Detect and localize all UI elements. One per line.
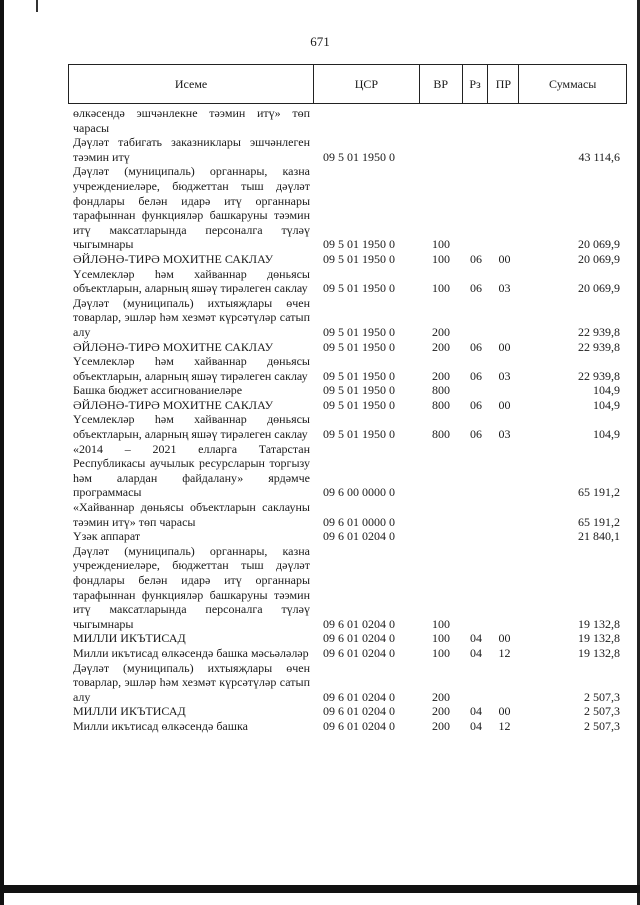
row-pr: 12 [498,645,511,660]
row-name: Үзәк аппарат [73,529,141,544]
table-row [68,398,627,413]
table-row [68,661,627,705]
row-csr: 09 6 00 0000 0 [323,485,395,500]
row-vr: 800 [432,383,450,398]
row-pr: 03 [498,368,511,383]
row-csr: 09 5 01 1950 0 [323,397,395,412]
row-sum: 20 069,9 [578,251,620,266]
row-name: ӘЙЛӘНӘ-ТИРӘ МОХИТНЕ САКЛАУ [73,251,274,266]
row-name: Дәүләт (муниципаль) органнары, казна учреждениеләре, бюджеттан тыш дәүләт фондлары белән идарә итү органнары тарафыннан функцияләр башкаруны тәэмин итү максатларында персоналга түләү чыгымнары [73,164,310,252]
header-sum: Суммасы [548,76,597,91]
row-name: ӘЙЛӘНӘ-ТИРӘ МОХИТНЕ САКЛАУ [73,339,274,354]
row-sum: 104,9 [593,383,620,398]
row-name: Үсемлекләр һәм хайваннар дөньясы объектларын, аларның яшәү тирәлеген саклау [73,412,310,442]
table-row [68,106,627,135]
row-vr: 200 [432,368,450,383]
row-sum: 19 132,8 [578,631,620,646]
row-pr: 00 [498,339,511,354]
row-sum: 19 132,8 [578,645,620,660]
page-number: 671 [310,34,330,49]
row-sum: 104,9 [593,397,620,412]
row-pr: 00 [498,251,511,266]
header-csr: ЦСР [314,65,420,103]
row-csr: 09 6 01 0204 0 [323,529,395,544]
row-rz: 06 [470,339,482,354]
row-name: МИЛЛИ ИКЪТИСАД [73,704,186,719]
scan-left-edge [0,0,4,905]
row-csr: 09 5 01 1950 0 [323,368,395,383]
row-name: Башка бюджет ассигнованиеләре [73,383,243,398]
row-csr: 09 5 01 1950 0 [323,281,395,296]
row-pr: 00 [498,631,511,646]
row-csr: 09 5 01 1950 0 [323,383,395,398]
row-name: өлкәсендә эшчәнлекне тәэмин итү» төп чарасы [73,106,310,135]
row-name: Дәүләт (муниципаль) ихтыяҗлары өчен товарлар, эшләр һәм хезмәт күрсәтүләр сатып алу [73,295,310,339]
row-sum: 2 507,3 [584,704,620,719]
row-rz: 06 [470,281,482,296]
scan-top-mark [36,0,38,12]
row-pr: 00 [498,397,511,412]
row-pr: 00 [498,704,511,719]
row-name: Дәүләт (муниципаль) органнары, казна учреждениеләре, бюджеттан тыш дәүләт фондлары белән идарә итү органнары тарафыннан функцияләр башкаруны тәэмин итү максатларында персоналга түләү чыгымнары [73,543,310,631]
row-rz: 06 [470,251,482,266]
row-sum: 65 191,2 [578,514,620,529]
table-row [68,383,627,398]
row-csr: 09 6 01 0204 0 [323,645,395,660]
row-name: МИЛЛИ ИКЪТИСАД [73,631,186,646]
table-row [68,544,627,632]
table-row [68,252,627,267]
row-vr: 100 [432,251,450,266]
table-header [68,64,627,104]
row-pr: 03 [498,281,511,296]
table-row [68,354,627,383]
row-sum: 20 069,9 [578,237,620,252]
row-sum: 19 132,8 [578,616,620,631]
row-name: Милли икътисад өлкәсендә башка мәсьәләләр [73,645,309,660]
table-row [68,267,627,296]
row-name: Милли икътисад өлкәсендә башка [73,718,248,733]
row-name: «Хайваннар дөньясы объектларын саклауны тәэмин итү» төп чарасы [73,500,310,529]
table-row [68,529,627,544]
row-vr: 100 [432,631,450,646]
row-vr: 200 [432,704,450,719]
row-name: Дәүләт табигать заказниклары эшчәнлеген тәэмин итү [73,135,310,164]
row-csr: 09 6 01 0000 0 [323,514,395,529]
row-vr: 100 [432,616,450,631]
table-row [68,135,627,164]
row-vr: 200 [432,689,450,704]
row-name: «2014 – 2021 елларга Татарстан Республикасы аучылык ресурсларын торгызу һәм алардан файдалану» ярдәмче программасы [73,441,310,500]
table-row [68,442,627,500]
row-rz: 06 [470,397,482,412]
header-rz: Рз [463,65,489,103]
table-row [68,340,627,355]
row-csr: 09 5 01 1950 0 [323,339,395,354]
row-sum: 22 939,8 [578,368,620,383]
table-row [68,164,627,252]
row-vr: 200 [432,324,450,339]
row-csr: 09 6 01 0204 0 [323,616,395,631]
row-rz: 04 [470,718,482,733]
row-rz: 04 [470,704,482,719]
row-vr: 100 [432,645,450,660]
table-row [68,412,627,441]
row-csr: 09 5 01 1950 0 [323,324,395,339]
row-sum: 65 191,2 [578,485,620,500]
row-sum: 2 507,3 [584,718,620,733]
row-csr: 09 5 01 1950 0 [323,251,395,266]
row-rz: 06 [470,427,482,442]
row-csr: 09 6 01 0204 0 [323,689,395,704]
table-row [68,646,627,661]
row-pr: 12 [498,718,511,733]
header-pr: ПР [488,65,519,103]
table-body [68,106,627,734]
row-vr: 200 [432,718,450,733]
row-name: ӘЙЛӘНӘ-ТИРӘ МОХИТНЕ САКЛАУ [73,397,274,412]
table-row [68,631,627,646]
table-row [68,704,627,719]
row-vr: 100 [432,281,450,296]
header-name: Исеме [69,65,314,103]
row-name: Дәүләт (муниципаль) ихтыяҗлары өчен товарлар, эшләр һәм хезмәт күрсәтүләр сатып алу [73,660,310,704]
table-row [68,719,627,734]
row-csr: 09 6 01 0204 0 [323,631,395,646]
row-sum: 2 507,3 [584,689,620,704]
row-sum: 21 840,1 [578,529,620,544]
row-csr: 09 5 01 1950 0 [323,149,395,164]
row-name: Үсемлекләр һәм хайваннар дөньясы объектларын, аларның яшәү тирәлеген саклау [73,266,310,296]
row-csr: 09 5 01 1950 0 [323,237,395,252]
row-name: Үсемлекләр һәм хайваннар дөньясы объектларын, аларның яшәү тирәлеген саклау [73,354,310,383]
row-vr: 200 [432,339,450,354]
table-row [68,500,627,529]
row-vr: 100 [432,237,450,252]
header-vr: ВР [420,65,463,103]
row-sum: 20 069,9 [578,281,620,296]
row-csr: 09 5 01 1950 0 [323,427,395,442]
row-csr: 09 6 01 0204 0 [323,718,395,733]
table-row [68,296,627,340]
row-rz: 04 [470,631,482,646]
row-pr: 03 [498,427,511,442]
row-sum: 22 939,8 [578,339,620,354]
scan-bottom-edge [0,885,640,893]
row-rz: 06 [470,368,482,383]
row-csr: 09 6 01 0204 0 [323,704,395,719]
row-rz: 04 [470,645,482,660]
row-sum: 43 114,6 [578,149,620,164]
row-vr: 800 [432,427,450,442]
row-sum: 22 939,8 [578,324,620,339]
row-sum: 104,9 [593,427,620,442]
row-vr: 800 [432,397,450,412]
